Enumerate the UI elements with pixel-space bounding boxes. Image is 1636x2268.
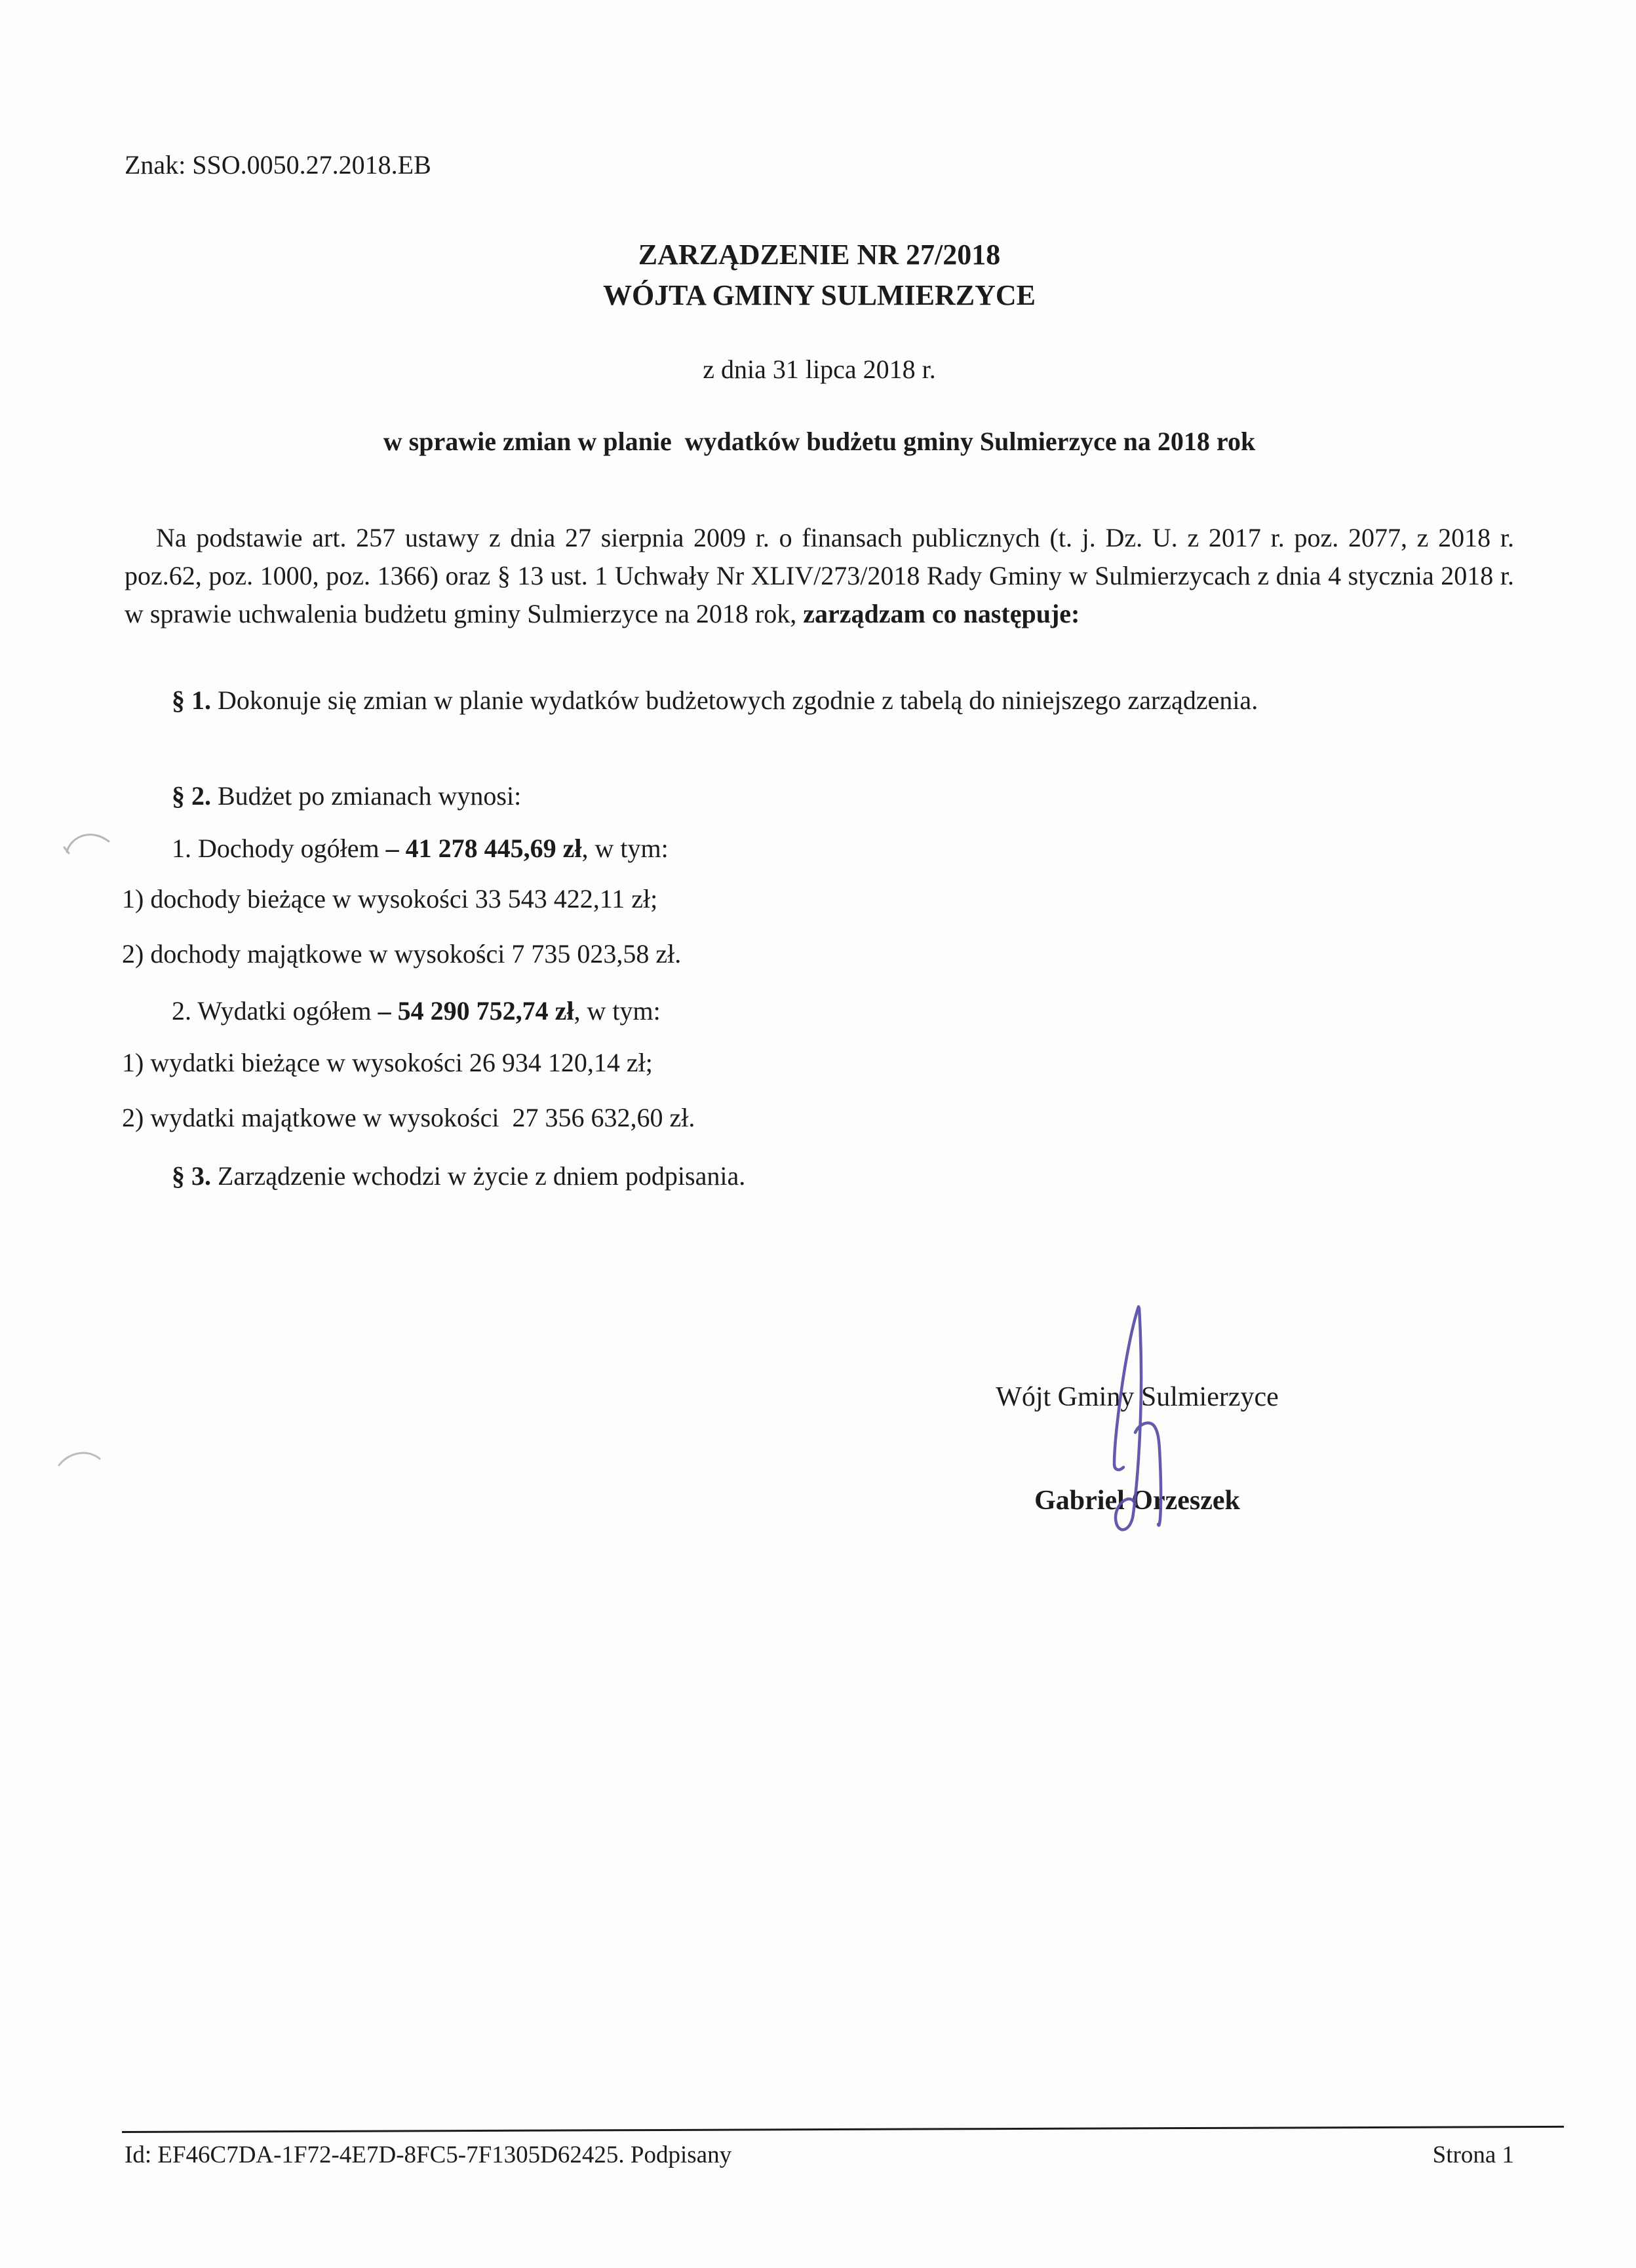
paragraph-2-label: § 2.: [172, 781, 211, 811]
signature-role: Wójt Gminy Sulmierzyce: [996, 1382, 1279, 1412]
paragraph-2-text: Budżet po zmianach wynosi:: [211, 781, 522, 811]
expense-item-1: 1) wydatki bieżące w wysokości 26 934 120,14 zł;: [122, 1048, 653, 1077]
paragraph-3-label: § 3.: [172, 1161, 211, 1191]
title-line-1: ZARZĄDZENIE NR 27/2018: [638, 239, 1001, 271]
subject-line: w sprawie zmian w planie wydatków budżetu gminy Sulmierzyce na 2018 rok: [383, 427, 1256, 456]
signature-name: Gabriel Orzeszek: [1034, 1486, 1240, 1516]
date-line: z dnia 31 lipca 2018 r.: [703, 355, 936, 384]
income-suffix: , w tym:: [581, 834, 669, 863]
footer-divider: [122, 2126, 1564, 2133]
income-item-1: 1) dochody bieżące w wysokości 33 543 422,11 zł;: [122, 884, 658, 913]
signature-ink: [1101, 1297, 1180, 1540]
footer-page-number: Strona 1: [1432, 2142, 1514, 2168]
income-prefix: 1. Dochody ogółem: [172, 834, 386, 863]
income-amount: – 41 278 445,69 zł: [385, 834, 582, 863]
reference-number: Znak: SSO.0050.27.2018.EB: [125, 150, 431, 180]
legal-basis-paragraph: [125, 519, 1514, 633]
legal-basis-bold: zarządzam co następuje:: [803, 599, 1080, 628]
legal-basis-text: Na podstawie art. 257 ustawy z dnia 27 sierpnia 2009 r. o finansach publicznych (t. j. Dz. U. z 2017 r. poz. 2077, z 2018 r. poz.62, poz. 1000, poz. 1366) oraz § 13 ust. 1 Uchwały Nr XLIV/273/2018 Rady Gminy w Sulmierzycach z dnia 4 stycznia 2018 r. w sprawie uchwalenia budżetu gminy Sulmierzyce na 2018 rok,: [125, 523, 1514, 628]
paragraph-3-text: Zarządzenie wchodzi w życie z dniem podpisania.: [211, 1161, 746, 1191]
paragraph-1: [125, 682, 1514, 720]
expense-suffix: , w tym:: [574, 996, 661, 1026]
paragraph-2: [125, 777, 1514, 815]
footer-document-id: Id: EF46C7DA-1F72-4E7D-8FC5-7F1305D62425. Podpisany: [125, 2142, 732, 2168]
paragraph-3: [125, 1157, 1514, 1195]
income-total-line: [125, 830, 1514, 868]
pencil-mark-lower: [51, 1442, 110, 1474]
title-line-2: WÓJTA GMINY SULMIERZYCE: [602, 279, 1036, 311]
expense-total-line: [125, 992, 1514, 1030]
signature-stroke-left: [1114, 1307, 1139, 1470]
expense-amount: – 54 290 752,74 zł: [378, 996, 574, 1026]
paragraph-1-text: Dokonuje się zmian w planie wydatków budżetowych zgodnie z tabelą do niniejszego zarządzenia.: [211, 685, 1258, 715]
income-item-2: 2) dochody majątkowe w wysokości 7 735 023,58 zł.: [122, 939, 682, 969]
paragraph-1-label: § 1.: [172, 685, 211, 715]
pencil-mark-upper: [59, 822, 125, 862]
document-title: [125, 235, 1514, 316]
expense-prefix: 2. Wydatki ogółem: [172, 996, 378, 1026]
expense-item-2: 2) wydatki majątkowe w wysokości 27 356 632,60 zł.: [122, 1103, 695, 1132]
